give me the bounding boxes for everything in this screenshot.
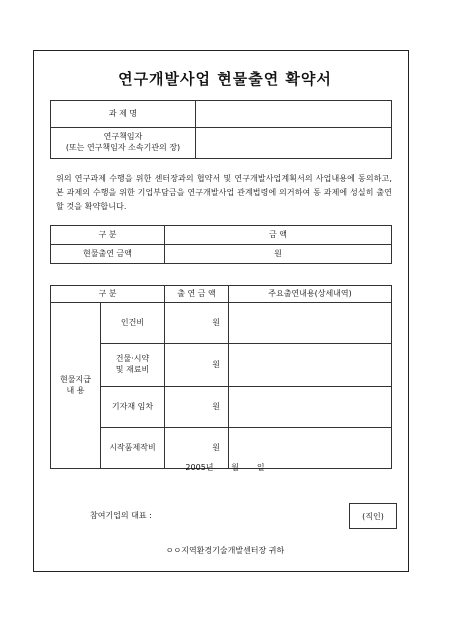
table-row <box>51 387 392 428</box>
signer-label: 참여기업의 대표 : <box>90 511 152 520</box>
row-amount-labor[interactable]: 원 <box>165 303 229 344</box>
detail-category-header: 구 분 <box>51 286 165 303</box>
details-header: 주요출연내용(상세내역) <box>229 286 392 303</box>
amount-category-header: 구 분 <box>51 226 165 245</box>
amount-header-row <box>51 226 392 245</box>
amount-header: 금 액 <box>165 226 392 245</box>
row-label-line1: 시작품제작비 <box>109 442 156 452</box>
inkind-group-label-line2: 내 용 <box>66 385 85 395</box>
researcher-label <box>51 128 196 159</box>
inkind-group-label <box>51 303 101 469</box>
amount-summary-table <box>50 225 392 264</box>
researcher-row <box>51 128 392 159</box>
inkind-total-label: 현물출연 금액 <box>51 245 165 264</box>
task-name-value-cell[interactable] <box>196 101 392 128</box>
table-row <box>51 303 392 344</box>
pledge-paragraph: 위의 연구과제 수행을 위한 센터장과의 협약서 및 연구개발사업계획서의 사업내용에 동의하고, 본 과제의 수행을 위한 기업부담금을 연구개발사업 관계법령에 의거하여 동 과제에 성실히 출연할 것을 확약합니다. <box>56 174 392 211</box>
detail-header-row <box>51 286 392 303</box>
researcher-label-line2: (또는 연구책임자 소속기관의 장) <box>65 143 181 152</box>
row-label-line2: 및 재료비 <box>115 365 150 374</box>
task-name-label: 과 제 명 <box>51 101 196 128</box>
seal-box[interactable] <box>349 503 397 529</box>
row-label-line1: 기자재 임차 <box>111 401 154 411</box>
seal-label: (직인) <box>362 511 384 521</box>
row-details-labor[interactable] <box>229 303 392 344</box>
row-label-labor <box>101 303 165 344</box>
inkind-detail-table <box>50 285 392 469</box>
contribution-header: 출 연 금 액 <box>165 286 229 303</box>
project-info-table <box>50 100 392 159</box>
row-label-line1: 건물·시약 <box>115 354 150 364</box>
row-label-equipment <box>101 387 165 428</box>
researcher-label-line1: 연구책임자 <box>103 132 143 142</box>
row-amount-materials[interactable]: 원 <box>165 344 229 387</box>
date-line: 2005년 월 일 <box>185 463 265 472</box>
task-name-row <box>51 101 392 128</box>
row-label-materials <box>101 344 165 387</box>
inkind-group-label-line1: 현물지급 <box>60 374 91 384</box>
inkind-total-unit[interactable]: 원 <box>165 245 392 264</box>
row-details-materials[interactable] <box>229 344 392 387</box>
addressee-line: ㅇㅇ지역환경기술개발센터장 귀하 <box>165 546 285 555</box>
row-amount-prototype[interactable]: 원 <box>165 428 229 469</box>
inkind-total-row <box>51 245 392 264</box>
document-title: 연구개발사업 현물출연 확약서 <box>118 70 332 88</box>
row-amount-equipment[interactable]: 원 <box>165 387 229 428</box>
row-details-equipment[interactable] <box>229 387 392 428</box>
table-row <box>51 344 392 387</box>
row-label-line1: 인건비 <box>120 317 145 327</box>
researcher-value-cell[interactable] <box>196 128 392 159</box>
